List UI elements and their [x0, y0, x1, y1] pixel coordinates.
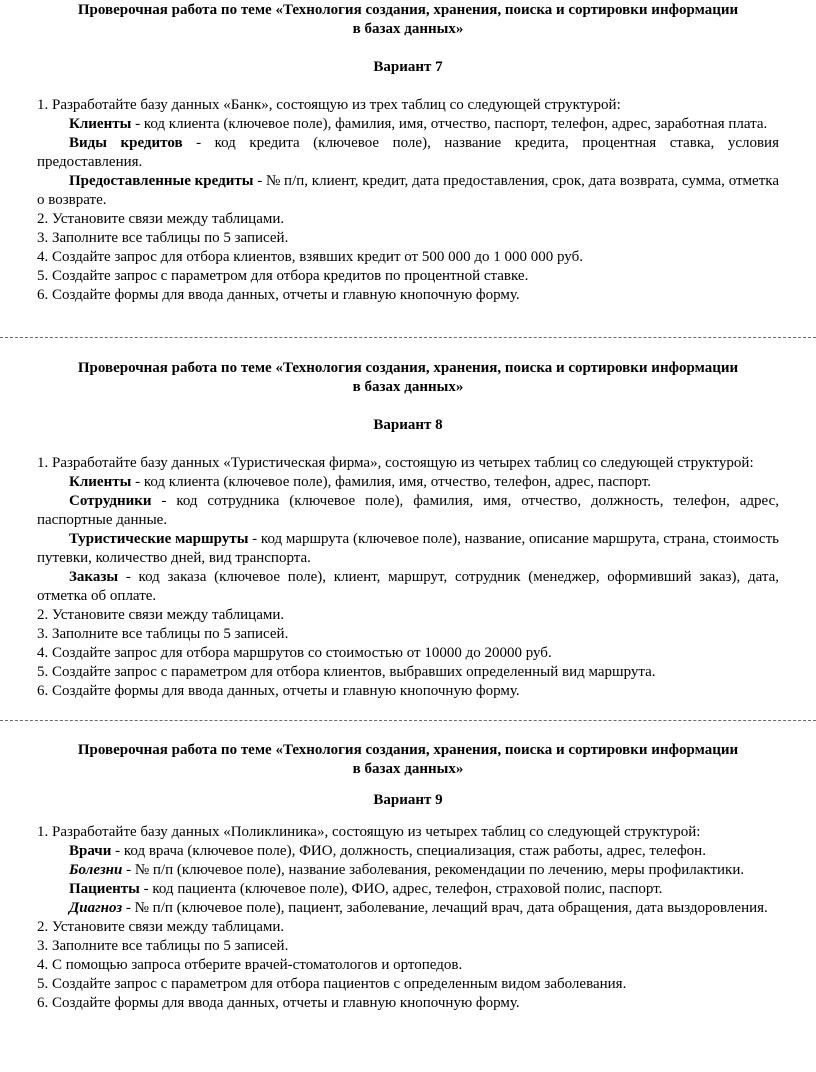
variant-heading: Вариант 7 — [373, 59, 443, 75]
section-title: Проверочная работа по теме «Технология создания, хранения, поиска и сортировки информации в базах данных» — [77, 2, 739, 37]
task-item: 6. Создайте формы для ввода данных, отчеты и главную кнопочную форму. — [37, 287, 520, 303]
task-item: 6. Создайте формы для ввода данных, отчеты и главную кнопочную форму. — [37, 995, 520, 1011]
table-name: Заказы — [69, 569, 119, 585]
table-description: Виды кредитов - код кредита (ключевое поле), название кредита, процентная ставка, условия предоставления. — [37, 135, 779, 170]
section-title: Проверочная работа по теме «Технология создания, хранения, поиска и сортировки информации в базах данных» — [77, 742, 739, 777]
task-item: 5. Создайте запрос с параметром для отбора пациентов с определенным видом заболевания. — [37, 976, 627, 992]
table-description: Туристические маршруты - код маршрута (ключевое поле), название, описание маршрута, страна, стоимость путевки, количество дней, вид транспорта. — [37, 531, 779, 566]
table-name: Врачи — [69, 843, 112, 859]
table-description: Пациенты - код пациента (ключевое поле), ФИО, адрес, телефон, страховой полис, паспорт. — [69, 881, 663, 897]
table-description: Заказы - код заказа (ключевое поле), клиент, маршрут, сотрудник (менеджер, оформивший заказ), дата, отметка об оплате. — [37, 569, 779, 604]
task-item: 5. Создайте запрос с параметром для отбора клиентов, выбравших определенный вид маршрута. — [37, 664, 656, 680]
task-item: 4. С помощью запроса отберите врачей-стоматологов и ортопедов. — [37, 957, 463, 973]
table-name: Клиенты — [69, 474, 132, 490]
table-name: Болезни — [69, 862, 123, 878]
task-item: 3. Заполните все таблицы по 5 записей. — [37, 938, 289, 954]
table-description: Клиенты - код клиента (ключевое поле), фамилия, имя, отчество, паспорт, телефон, адрес, заработная плата. — [69, 116, 768, 132]
table-description: Диагноз - № п/п (ключевое поле), пациент, заболевание, лечащий врач, дата обращения, дата выздоровления. — [69, 900, 768, 916]
cut-line-divider — [0, 720, 816, 721]
cut-line-divider — [0, 337, 816, 338]
table-name: Диагноз — [69, 900, 123, 916]
table-description: Врачи - код врача (ключевое поле), ФИО, должность, специализация, стаж работы, адрес, телефон. — [69, 843, 706, 859]
task-intro: 1. Разработайте базу данных «Туристическая фирма», состоящую из четырех таблиц со следующей структурой: — [37, 455, 754, 471]
task-intro: 1. Разработайте базу данных «Поликлиника», состоящую из четырех таблиц со следующей структурой: — [37, 824, 701, 840]
task-item: 5. Создайте запрос с параметром для отбора кредитов по процентной ставке. — [37, 268, 529, 284]
variant-7-section — [37, 1, 779, 305]
table-description: Болезни - № п/п (ключевое поле), название заболевания, рекомендации по лечению, меры профилактики. — [69, 862, 745, 878]
table-name: Виды кредитов — [69, 135, 183, 151]
task-intro: 1. Разработайте базу данных «Банк», состоящую из трех таблиц со следующей структурой: — [37, 97, 621, 113]
task-item: 4. Создайте запрос для отбора маршрутов со стоимостью от 10000 до 20000 руб. — [37, 645, 552, 661]
table-name: Пациенты — [69, 881, 140, 897]
task-item: 4. Создайте запрос для отбора клиентов, взявших кредит от 500 000 до 1 000 000 руб. — [37, 249, 583, 265]
table-name: Туристические маршруты — [69, 531, 249, 547]
table-description: Сотрудники - код сотрудника (ключевое поле), фамилия, имя, отчество, должность, телефон, адрес, паспортные данные. — [37, 493, 779, 528]
task-item: 6. Создайте формы для ввода данных, отчеты и главную кнопочную форму. — [37, 683, 520, 699]
task-item: 3. Заполните все таблицы по 5 записей. — [37, 626, 289, 642]
task-item: 2. Установите связи между таблицами. — [37, 211, 285, 227]
table-description: Предоставленные кредиты - № п/п, клиент, кредит, дата предоставления, срок, дата возврата, сумма, отметка о возврате. — [37, 173, 779, 208]
section-title: Проверочная работа по теме «Технология создания, хранения, поиска и сортировки информации в базах данных» — [77, 360, 739, 395]
task-item: 3. Заполните все таблицы по 5 записей. — [37, 230, 289, 246]
task-item: 2. Установите связи между таблицами. — [37, 919, 285, 935]
variant-9-section — [37, 741, 779, 1013]
variant-heading: Вариант 8 — [373, 417, 443, 433]
variant-8-section — [37, 359, 779, 701]
table-description: Клиенты - код клиента (ключевое поле), фамилия, имя, отчество, телефон, адрес, паспорт. — [69, 474, 652, 490]
table-name: Клиенты — [69, 116, 132, 132]
table-name: Предоставленные кредиты — [69, 173, 254, 189]
table-name: Сотрудники — [69, 493, 152, 509]
variant-heading: Вариант 9 — [373, 792, 443, 808]
task-item: 2. Установите связи между таблицами. — [37, 607, 285, 623]
